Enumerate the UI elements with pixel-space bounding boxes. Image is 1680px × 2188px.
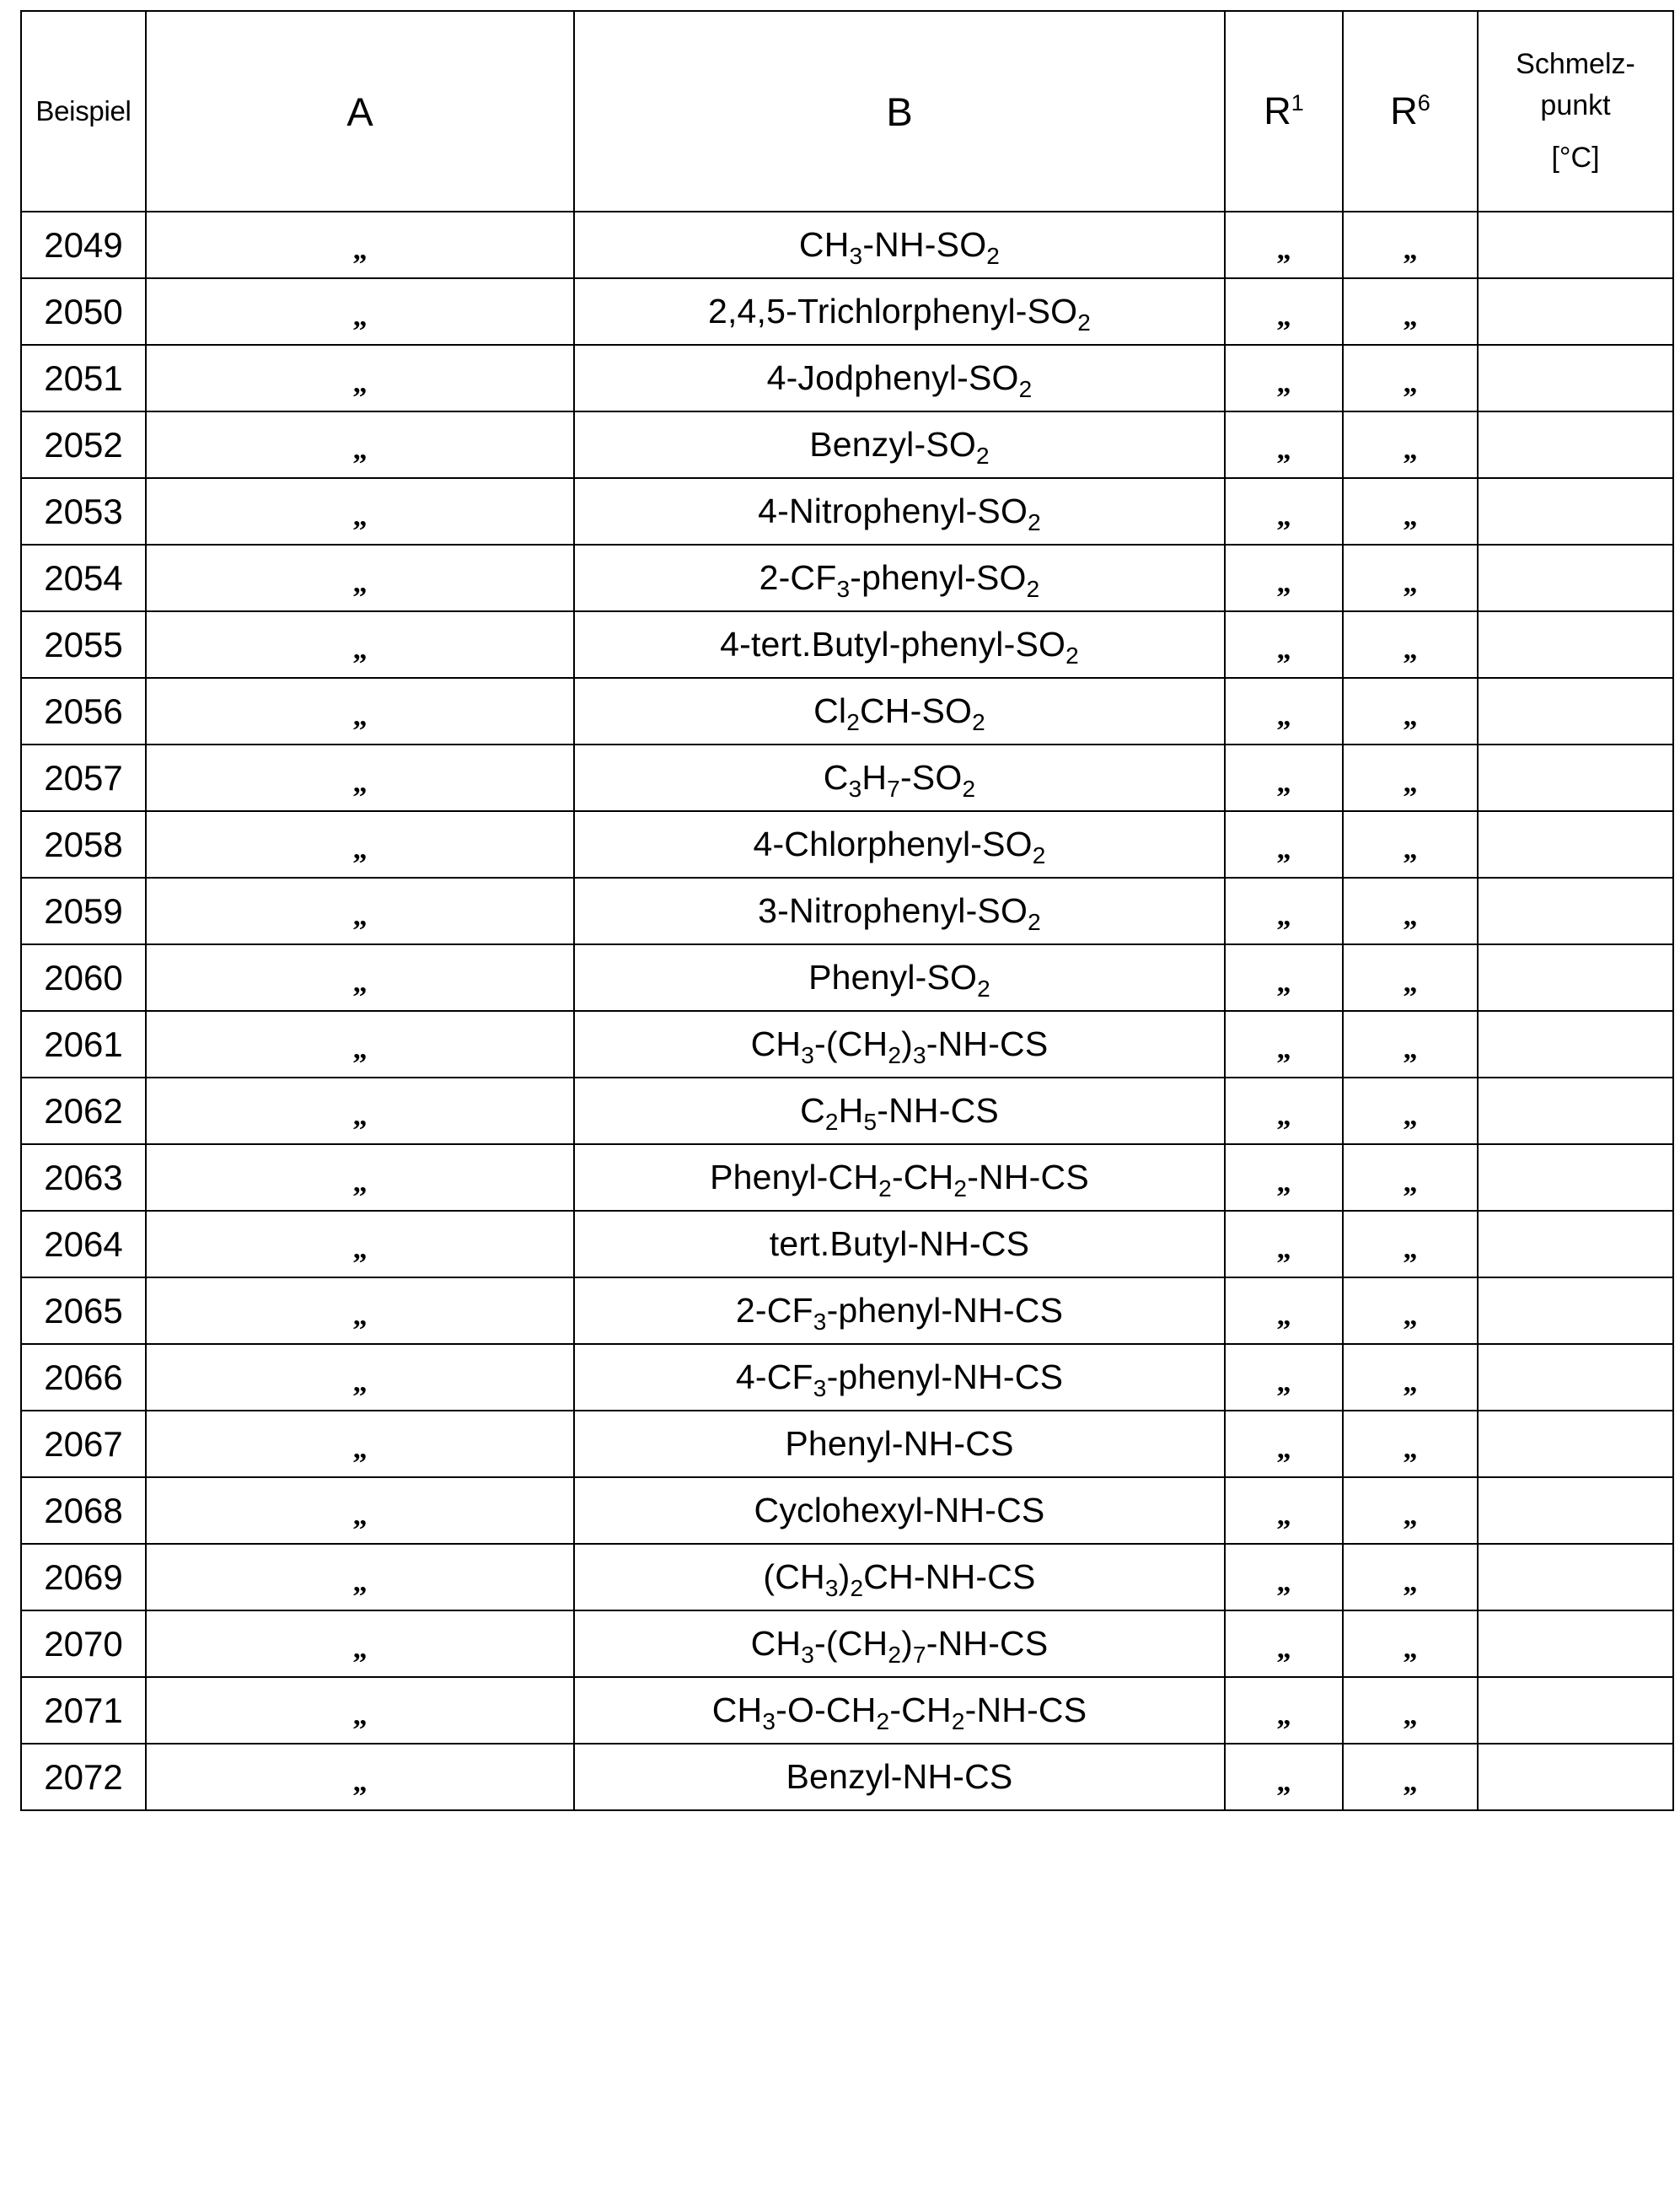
- cell-a: [146, 678, 574, 745]
- cell-beispiel: 2053: [21, 478, 146, 545]
- cell-r6: [1343, 1610, 1478, 1677]
- cell-r1: [1225, 1078, 1343, 1144]
- r6-label: R: [1390, 89, 1418, 132]
- cell-melting-point: [1478, 411, 1673, 478]
- cell-a: [146, 611, 574, 678]
- table-row: [21, 611, 1673, 678]
- cell-a: [146, 478, 574, 545]
- table-row: [21, 345, 1673, 411]
- ditto-mark: „: [1276, 234, 1291, 266]
- table-row: [21, 1477, 1673, 1544]
- ditto-mark: „: [1276, 1233, 1291, 1265]
- cell-melting-point: [1478, 1011, 1673, 1078]
- ditto-mark: „: [1403, 1099, 1418, 1132]
- cell-a: [146, 545, 574, 611]
- cell-r1: [1225, 878, 1343, 944]
- ditto-mark: „: [352, 367, 368, 399]
- cell-r6: [1343, 1211, 1478, 1277]
- cell-beispiel: 2060: [21, 944, 146, 1011]
- ditto-mark: „: [1403, 966, 1418, 998]
- cell-r1: [1225, 1544, 1343, 1610]
- cell-melting-point: [1478, 1610, 1673, 1677]
- table-row: [21, 545, 1673, 611]
- ditto-mark: „: [352, 1499, 368, 1531]
- cell-b: $2-CF_3-phenyl-NH-CS$: [574, 1277, 1225, 1344]
- ditto-mark: „: [1276, 1632, 1291, 1664]
- cell-r6: [1343, 1011, 1478, 1078]
- cell-r6: [1343, 478, 1478, 545]
- ditto-mark: „: [352, 500, 368, 532]
- cell-b: Phenyl-$SO_2$: [574, 944, 1225, 1011]
- table-row: [21, 878, 1673, 944]
- column-header-r6: [1343, 11, 1478, 212]
- cell-b: Phenyl-$CH_2-CH_2-NH-CS$: [574, 1144, 1225, 1211]
- ditto-mark: „: [1276, 1699, 1291, 1731]
- cell-a: [146, 278, 574, 345]
- cell-r6: [1343, 811, 1478, 878]
- examples-table: [20, 10, 1674, 1811]
- ditto-mark: „: [1403, 633, 1418, 665]
- cell-a: [146, 212, 574, 278]
- cell-r6: [1343, 678, 1478, 745]
- ditto-mark: „: [1403, 1566, 1418, 1598]
- cell-r1: [1225, 1277, 1343, 1344]
- cell-a: [146, 1011, 574, 1078]
- ditto-mark: „: [1276, 1299, 1291, 1331]
- ditto-mark: „: [1403, 1699, 1418, 1731]
- cell-melting-point: [1478, 1544, 1673, 1610]
- ditto-mark: „: [1276, 1499, 1291, 1531]
- cell-b: $C_3H_7-SO_2$: [574, 745, 1225, 811]
- column-header-b: B: [574, 11, 1225, 212]
- cell-beispiel: 2068: [21, 1477, 146, 1544]
- cell-r1: [1225, 545, 1343, 611]
- cell-beispiel: 2062: [21, 1078, 146, 1144]
- ditto-mark: „: [1403, 1766, 1418, 1798]
- column-header-melting-point: [1478, 11, 1673, 212]
- cell-r1: [1225, 411, 1343, 478]
- cell-a: [146, 1144, 574, 1211]
- cell-b: $2,4,5-Trichlorphenyl-SO_2$: [574, 278, 1225, 345]
- cell-beispiel: 2057: [21, 745, 146, 811]
- cell-r1: [1225, 678, 1343, 745]
- cell-a: [146, 1411, 574, 1477]
- table-row: [21, 212, 1673, 278]
- cell-r1: [1225, 278, 1343, 345]
- ditto-mark: „: [352, 1166, 368, 1198]
- ditto-mark: „: [1403, 1433, 1418, 1465]
- cell-r1: [1225, 1677, 1343, 1744]
- table-row: [21, 1011, 1673, 1078]
- ditto-mark: „: [1403, 234, 1418, 266]
- r6-superscript: 6: [1417, 90, 1430, 116]
- ditto-mark: „: [352, 1233, 368, 1265]
- cell-r1: [1225, 1144, 1343, 1211]
- ditto-mark: „: [352, 1099, 368, 1132]
- cell-r1: [1225, 611, 1343, 678]
- cell-r1: [1225, 345, 1343, 411]
- ditto-mark: „: [1403, 833, 1418, 865]
- cell-r1: [1225, 1477, 1343, 1544]
- ditto-mark: „: [1403, 367, 1418, 399]
- cell-r1: [1225, 1411, 1343, 1477]
- cell-r6: [1343, 611, 1478, 678]
- cell-beispiel: 2055: [21, 611, 146, 678]
- cell-r6: [1343, 1078, 1478, 1144]
- cell-r6: [1343, 278, 1478, 345]
- ditto-mark: „: [1276, 1099, 1291, 1132]
- ditto-mark: „: [1276, 367, 1291, 399]
- cell-b: $CH_3-(CH_2)_3-NH-CS$: [574, 1011, 1225, 1078]
- column-header-a: A: [146, 11, 574, 212]
- cell-melting-point: [1478, 745, 1673, 811]
- cell-b: tert.Butyl-NH-CS: [574, 1211, 1225, 1277]
- ditto-mark: „: [352, 1299, 368, 1331]
- table-row: [21, 944, 1673, 1011]
- cell-beispiel: 2066: [21, 1344, 146, 1411]
- melting-point-line1: Schmelz-: [1516, 48, 1635, 81]
- cell-a: [146, 944, 574, 1011]
- cell-beispiel: 2059: [21, 878, 146, 944]
- cell-beispiel: 2050: [21, 278, 146, 345]
- ditto-mark: „: [1276, 700, 1291, 732]
- cell-beispiel: 2067: [21, 1411, 146, 1477]
- column-header-beispiel: Beispiel: [21, 11, 146, 212]
- table-row: [21, 278, 1673, 345]
- ditto-mark: „: [1276, 567, 1291, 599]
- table-row: [21, 1078, 1673, 1144]
- ditto-mark: „: [1403, 1632, 1418, 1664]
- cell-beispiel: 2049: [21, 212, 146, 278]
- ditto-mark: „: [1403, 700, 1418, 732]
- ditto-mark: „: [352, 1632, 368, 1664]
- cell-beispiel: 2072: [21, 1744, 146, 1810]
- cell-b: $4-Nitrophenyl-SO_2$: [574, 478, 1225, 545]
- table-row: [21, 1610, 1673, 1677]
- ditto-mark: „: [1403, 433, 1418, 465]
- table-row: [21, 1744, 1673, 1810]
- ditto-mark: „: [352, 833, 368, 865]
- cell-beispiel: 2069: [21, 1544, 146, 1610]
- ditto-mark: „: [1276, 1166, 1291, 1198]
- ditto-mark: „: [1276, 1033, 1291, 1065]
- cell-beispiel: 2054: [21, 545, 146, 611]
- cell-b: $3-Nitrophenyl-SO_2$: [574, 878, 1225, 944]
- ditto-mark: „: [1403, 766, 1418, 798]
- cell-r1: [1225, 1211, 1343, 1277]
- ditto-mark: „: [352, 700, 368, 732]
- cell-r6: [1343, 1144, 1478, 1211]
- cell-melting-point: [1478, 1078, 1673, 1144]
- ditto-mark: „: [1276, 500, 1291, 532]
- table-row: [21, 811, 1673, 878]
- ditto-mark: „: [352, 1766, 368, 1798]
- cell-melting-point: [1478, 212, 1673, 278]
- cell-beispiel: 2065: [21, 1277, 146, 1344]
- cell-b: $CH_3-O-CH_2-CH_2-NH-CS$: [574, 1677, 1225, 1744]
- cell-melting-point: [1478, 478, 1673, 545]
- cell-beispiel: 2071: [21, 1677, 146, 1744]
- ditto-mark: „: [1403, 1499, 1418, 1531]
- table-row: [21, 411, 1673, 478]
- cell-a: [146, 1477, 574, 1544]
- ditto-mark: „: [352, 234, 368, 266]
- cell-r1: [1225, 1610, 1343, 1677]
- ditto-mark: „: [352, 633, 368, 665]
- ditto-mark: „: [352, 1433, 368, 1465]
- cell-b: $2-CF_3-phenyl-SO_2$: [574, 545, 1225, 611]
- cell-b: $4-Jodphenyl-SO_2$: [574, 345, 1225, 411]
- cell-melting-point: [1478, 944, 1673, 1011]
- cell-a: [146, 1677, 574, 1744]
- cell-b: $Cl_2CH-SO_2$: [574, 678, 1225, 745]
- ditto-mark: „: [1403, 1233, 1418, 1265]
- cell-melting-point: [1478, 1211, 1673, 1277]
- cell-a: [146, 411, 574, 478]
- cell-b: Benzyl-NH-CS: [574, 1744, 1225, 1810]
- melting-point-line2: punkt: [1540, 89, 1611, 122]
- melting-point-unit: [°C]: [1551, 141, 1600, 174]
- cell-b: $C_2H_5-NH-CS$: [574, 1078, 1225, 1144]
- cell-b: $4-CF_3-phenyl-NH-CS$: [574, 1344, 1225, 1411]
- column-header-r1: [1225, 11, 1343, 212]
- cell-r1: [1225, 811, 1343, 878]
- table-row: [21, 1277, 1673, 1344]
- ditto-mark: „: [352, 766, 368, 798]
- cell-b: Benzyl-$SO_2$: [574, 411, 1225, 478]
- cell-r6: [1343, 345, 1478, 411]
- cell-a: [146, 1544, 574, 1610]
- cell-r1: [1225, 1011, 1343, 1078]
- table-header-row: [21, 11, 1673, 212]
- cell-a: [146, 878, 574, 944]
- ditto-mark: „: [1276, 966, 1291, 998]
- ditto-mark: „: [1276, 900, 1291, 932]
- cell-r6: [1343, 1477, 1478, 1544]
- cell-r1: [1225, 944, 1343, 1011]
- cell-beispiel: 2051: [21, 345, 146, 411]
- cell-beispiel: 2061: [21, 1011, 146, 1078]
- cell-melting-point: [1478, 1477, 1673, 1544]
- cell-a: [146, 1211, 574, 1277]
- ditto-mark: „: [352, 900, 368, 932]
- cell-a: [146, 1744, 574, 1810]
- cell-b: $4-Chlorphenyl-SO_2$: [574, 811, 1225, 878]
- ditto-mark: „: [352, 567, 368, 599]
- cell-r6: [1343, 1344, 1478, 1411]
- cell-b: Cyclohexyl-NH-CS: [574, 1477, 1225, 1544]
- cell-r6: [1343, 745, 1478, 811]
- cell-a: [146, 1277, 574, 1344]
- table-row: [21, 1211, 1673, 1277]
- ditto-mark: „: [352, 300, 368, 332]
- cell-r6: [1343, 1744, 1478, 1810]
- cell-beispiel: 2070: [21, 1610, 146, 1677]
- cell-melting-point: [1478, 1344, 1673, 1411]
- table-row: [21, 1144, 1673, 1211]
- cell-r6: [1343, 545, 1478, 611]
- cell-beispiel: 2058: [21, 811, 146, 878]
- cell-a: [146, 811, 574, 878]
- cell-melting-point: [1478, 678, 1673, 745]
- cell-r6: [1343, 1411, 1478, 1477]
- table-row: [21, 745, 1673, 811]
- cell-melting-point: [1478, 1677, 1673, 1744]
- ditto-mark: „: [1403, 500, 1418, 532]
- ditto-mark: „: [1276, 766, 1291, 798]
- cell-r6: [1343, 1544, 1478, 1610]
- ditto-mark: „: [352, 1566, 368, 1598]
- cell-a: [146, 345, 574, 411]
- cell-r6: [1343, 411, 1478, 478]
- ditto-mark: „: [1276, 433, 1291, 465]
- cell-beispiel: 2052: [21, 411, 146, 478]
- cell-melting-point: [1478, 611, 1673, 678]
- cell-melting-point: [1478, 1277, 1673, 1344]
- ditto-mark: „: [1276, 300, 1291, 332]
- ditto-mark: „: [1276, 633, 1291, 665]
- ditto-mark: „: [1403, 1299, 1418, 1331]
- table-body: [21, 212, 1673, 1810]
- table-row: [21, 1677, 1673, 1744]
- ditto-mark: „: [1403, 1033, 1418, 1065]
- cell-r6: [1343, 1677, 1478, 1744]
- cell-r6: [1343, 944, 1478, 1011]
- table-row: [21, 678, 1673, 745]
- cell-beispiel: 2064: [21, 1211, 146, 1277]
- cell-melting-point: [1478, 278, 1673, 345]
- cell-r6: [1343, 878, 1478, 944]
- cell-melting-point: [1478, 1144, 1673, 1211]
- cell-b: $4-tert.Butyl-phenyl-SO_2$: [574, 611, 1225, 678]
- ditto-mark: „: [1403, 1366, 1418, 1398]
- cell-r1: [1225, 212, 1343, 278]
- cell-b: $CH_3-NH-SO_2$: [574, 212, 1225, 278]
- ditto-mark: „: [352, 1699, 368, 1731]
- cell-melting-point: [1478, 878, 1673, 944]
- table-row: [21, 478, 1673, 545]
- r1-superscript: 1: [1291, 90, 1304, 116]
- cell-melting-point: [1478, 811, 1673, 878]
- cell-a: [146, 1078, 574, 1144]
- cell-r1: [1225, 1744, 1343, 1810]
- table-row: [21, 1411, 1673, 1477]
- ditto-mark: „: [1403, 567, 1418, 599]
- ditto-mark: „: [352, 1033, 368, 1065]
- cell-b: $CH_3-(CH_2)_7-NH-CS$: [574, 1610, 1225, 1677]
- cell-r1: [1225, 745, 1343, 811]
- cell-beispiel: 2063: [21, 1144, 146, 1211]
- cell-a: [146, 1610, 574, 1677]
- cell-melting-point: [1478, 545, 1673, 611]
- cell-r1: [1225, 1344, 1343, 1411]
- cell-a: [146, 745, 574, 811]
- cell-a: [146, 1344, 574, 1411]
- cell-r6: [1343, 1277, 1478, 1344]
- ditto-mark: „: [1403, 900, 1418, 932]
- ditto-mark: „: [1276, 1366, 1291, 1398]
- cell-melting-point: [1478, 1744, 1673, 1810]
- r1-label: R: [1264, 89, 1291, 132]
- cell-melting-point: [1478, 1411, 1673, 1477]
- cell-b: Phenyl-NH-CS: [574, 1411, 1225, 1477]
- ditto-mark: „: [1276, 1766, 1291, 1798]
- cell-b: $(CH_3)_2CH-NH-CS$: [574, 1544, 1225, 1610]
- cell-melting-point: [1478, 345, 1673, 411]
- ditto-mark: „: [1403, 300, 1418, 332]
- table-row: [21, 1544, 1673, 1610]
- ditto-mark: „: [352, 966, 368, 998]
- ditto-mark: „: [352, 1366, 368, 1398]
- ditto-mark: „: [1276, 1433, 1291, 1465]
- table-row: [21, 1344, 1673, 1411]
- ditto-mark: „: [1276, 833, 1291, 865]
- ditto-mark: „: [1403, 1166, 1418, 1198]
- cell-beispiel: 2056: [21, 678, 146, 745]
- cell-r6: [1343, 212, 1478, 278]
- cell-r1: [1225, 478, 1343, 545]
- ditto-mark: „: [1276, 1566, 1291, 1598]
- ditto-mark: „: [352, 433, 368, 465]
